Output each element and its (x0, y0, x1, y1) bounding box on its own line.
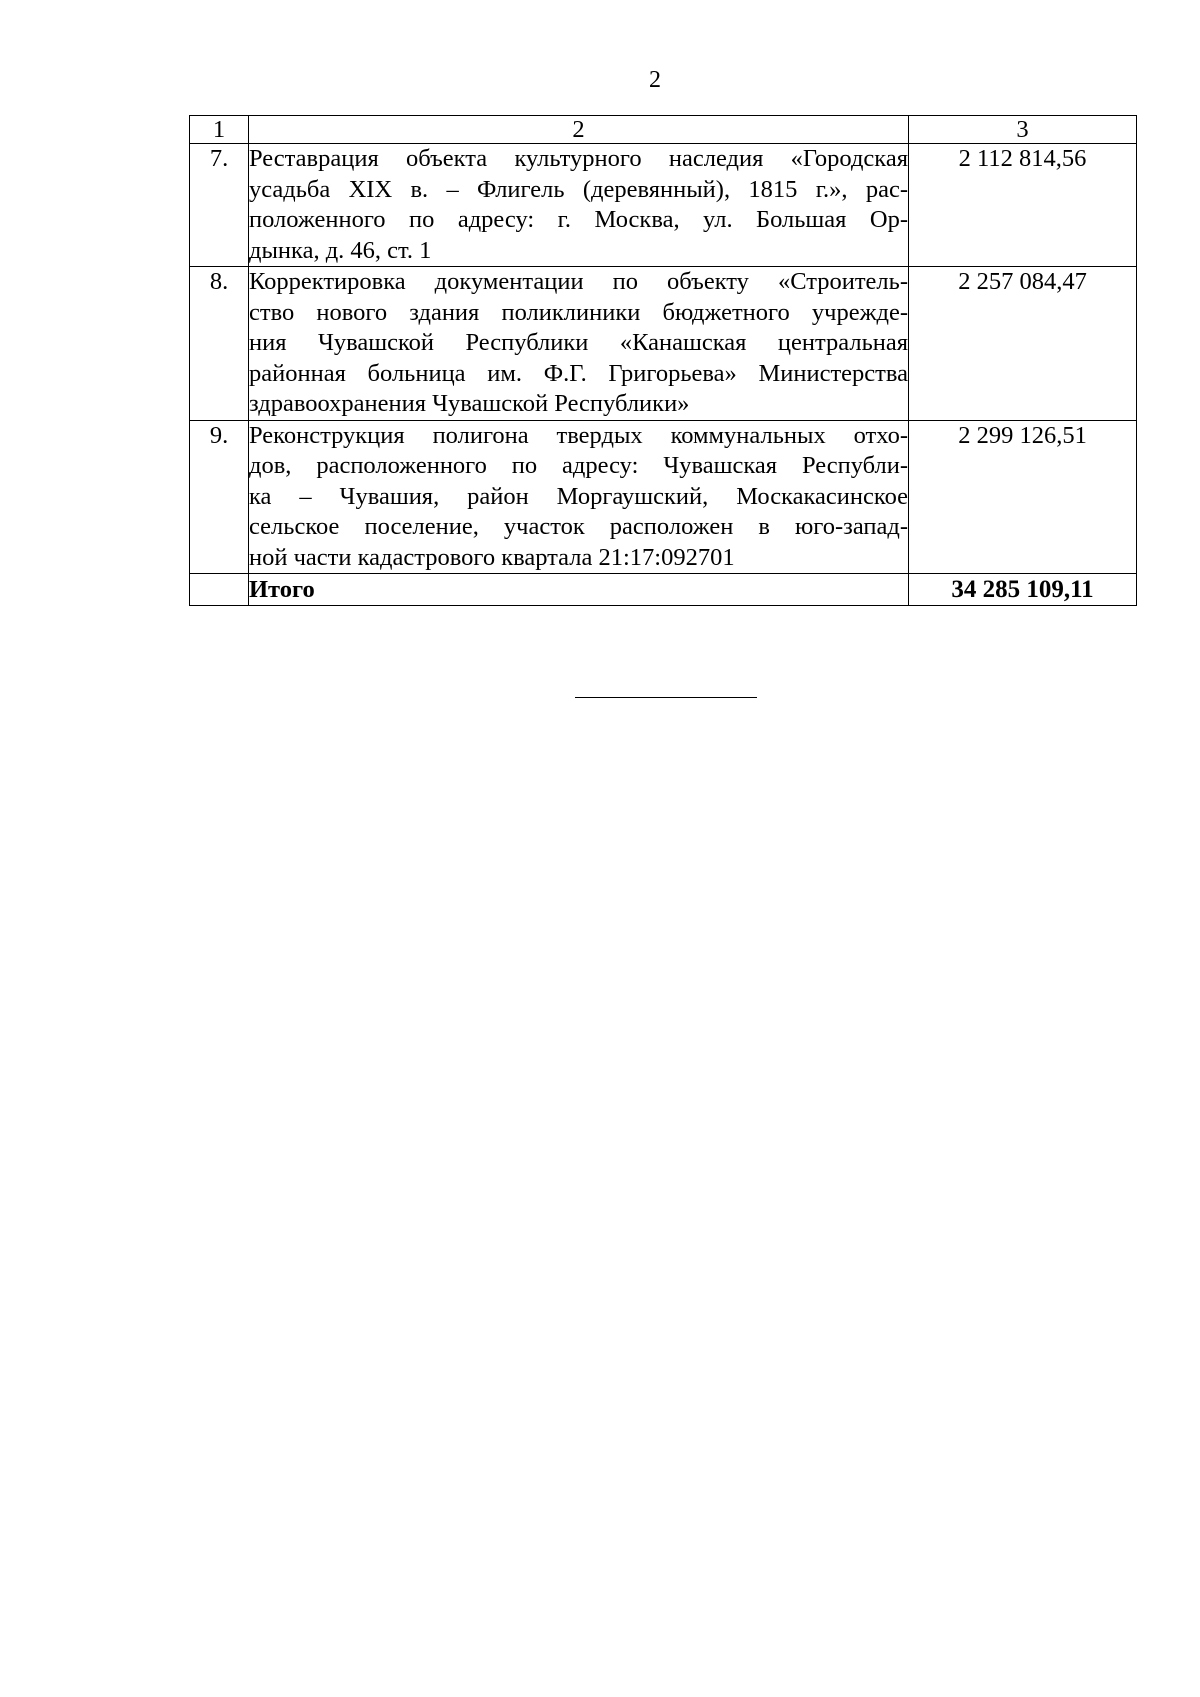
description-line: сельское поселение, участок расположен в юго-запад- (249, 513, 908, 540)
row-description (249, 267, 909, 421)
description-line: Корректировка документации по объекту «Строитель- (249, 268, 908, 295)
table-row (190, 420, 1137, 574)
total-row (190, 574, 1137, 606)
description-line: дов, расположенного по адресу: Чувашская Республи- (249, 452, 908, 479)
description-line: здравоохранения Чувашской Республики» (249, 390, 690, 417)
description-line: ной части кадастрового квартала 21:17:092701 (249, 543, 735, 571)
header-cell-1: 1 (190, 116, 249, 144)
description-line: Реставрация объекта культурного наследия «Городская (249, 145, 908, 172)
description-line: Реконструкция полигона твердых коммунальных отхо- (249, 421, 908, 449)
description-line: ка – Чувашия, район Моргаушский, Москакасинское (249, 482, 908, 510)
table-header-row (190, 116, 1137, 144)
row-amount: 2 299 126,51 (909, 420, 1137, 574)
total-label: Итого (249, 574, 909, 606)
row-amount: 2 257 084,47 (909, 267, 1137, 421)
description-line: усадьба XIX в. – Флигель (деревянный), 1815 г.», рас- (249, 175, 908, 203)
row-amount: 2 112 814,56 (909, 144, 1137, 267)
table-row (190, 144, 1137, 267)
description-line: дынка, д. 46, ст. 1 (249, 236, 432, 264)
description-line: ство нового здания поликлиники бюджетного учрежде- (249, 298, 908, 326)
row-number: 7. (190, 144, 249, 267)
row-number: 9. (190, 420, 249, 574)
row-description (249, 420, 909, 574)
header-cell-2: 2 (249, 116, 909, 144)
total-number-cell (190, 574, 249, 606)
header-cell-3: 3 (909, 116, 1137, 144)
table-row (190, 267, 1137, 421)
budget-table (189, 115, 1137, 606)
description-line: ния Чувашской Республики «Канашская центральная (249, 329, 908, 356)
row-description (249, 144, 909, 267)
total-amount: 34 285 109,11 (909, 574, 1137, 606)
row-number: 8. (190, 267, 249, 421)
description-line: районная больница им. Ф.Г. Григорьева» Министерства (249, 359, 908, 387)
end-divider-line (575, 697, 757, 698)
page-number: 2 (649, 67, 661, 93)
description-line: положенного по адресу: г. Москва, ул. Большая Ор- (249, 206, 908, 233)
